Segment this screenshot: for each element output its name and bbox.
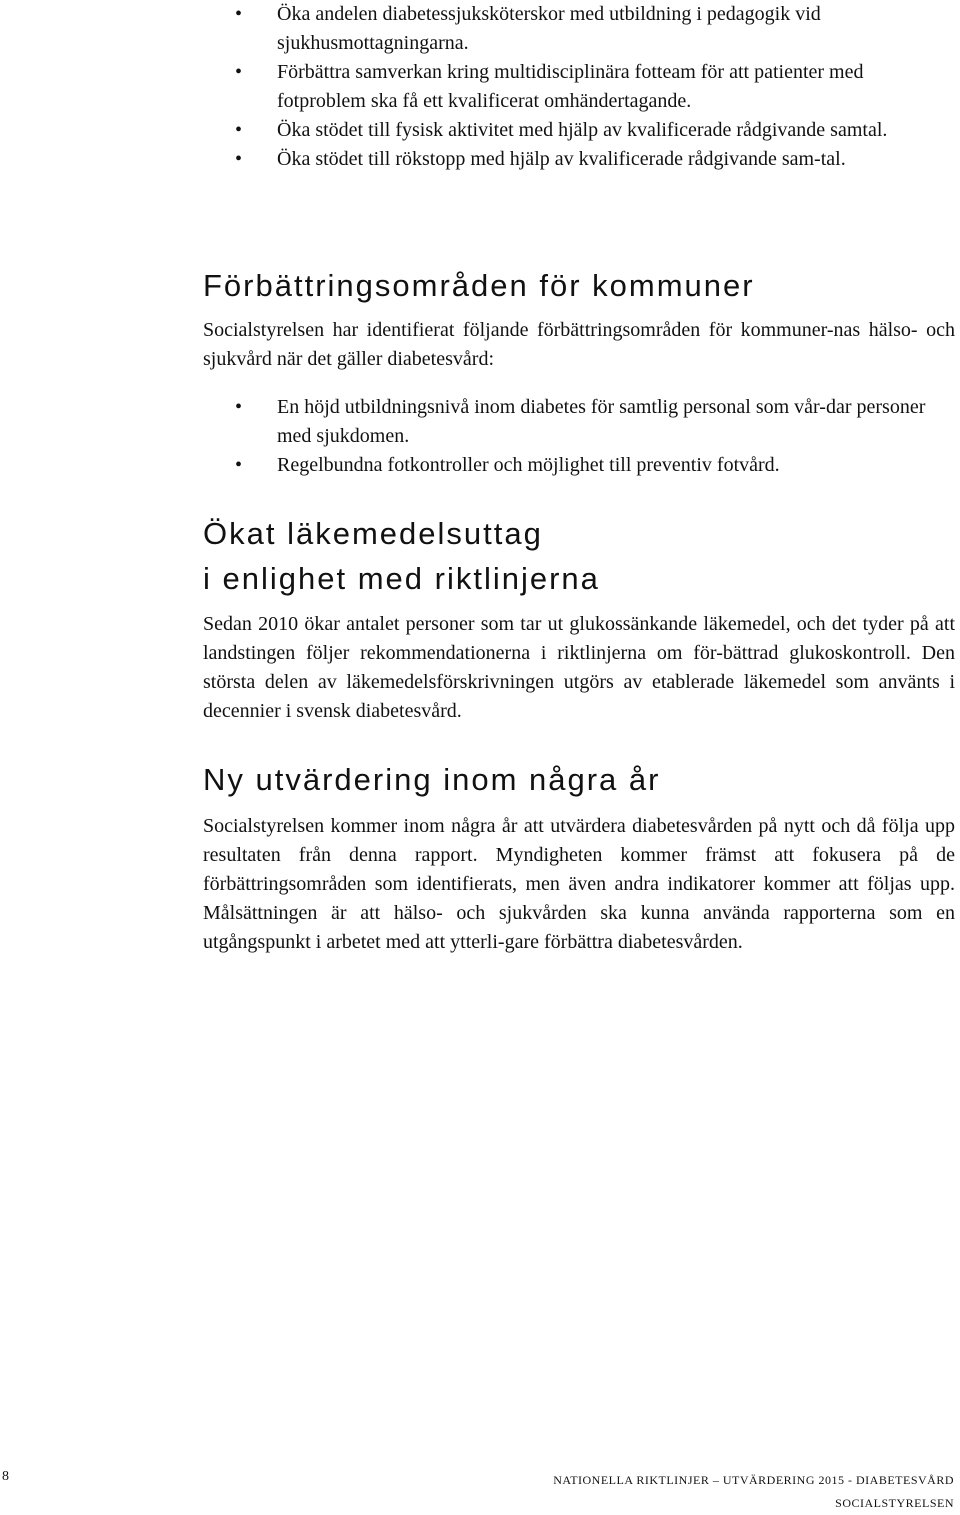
page-number: 8 [2,1469,9,1484]
list-item [203,58,955,116]
bullet-icon: • [235,119,243,141]
utvardering-paragraph: Socialstyrelsen kommer inom några år att utvärdera diabetesvården på nytt och då följa upp resultaten från denna rapport. Myndigheten kommer främst att fokusera på de förbättringsområden som identifierats, men även andra indikatorer kommer att följas upp. Målsättningen är att hälso- och sjukvården ska kunna använda rapporterna som en utgångspunkt i arbetet med att ytterli-gare förbättra diabetesvården. [203,815,955,953]
kommuner-intro-paragraph: Socialstyrelsen har identifierat följande förbättringsområden för kommuner-nas hälso- och sjukvård när det gäller diabetesvård: [203,319,955,370]
lakemedel-paragraph: Sedan 2010 ökar antalet personer som tar ut glukossänkande läkemedel, och det tyder på att landstingen följer rekommendationerna i riktlinjerna om för-bättrad glukoskontroll. Den största delen av läkemedelsförskrivningen utgörs av etablerade läkemedel som använts i decennier i svensk diabetesvård. [203,613,955,722]
bullet-icon: • [235,454,243,476]
list-item-text: Öka stödet till rökstopp med hjälp av kvalificerade rådgivande sam-tal. [277,148,846,170]
footer-publisher: SOCIALSTYRELSEN [835,1496,954,1510]
section-heading-utvardering: Ny utvärdering inom några år [203,762,661,797]
list-item-text: Öka andelen diabetessjuksköterskor med utbildning i pedagogik vid sjukhusmottagningarna. [277,3,821,54]
section-heading-kommuner: Förbättringsområden för kommuner [203,268,755,303]
list-item [203,145,955,174]
list-item [203,116,955,145]
bullet-icon: • [235,148,243,170]
list-item-text: Regelbundna fotkontroller och möjlighet till preventiv fotvård. [277,454,780,476]
bullet-icon: • [235,3,243,25]
section-heading-lakemedel-line2: i enlighet med riktlinjerna [203,561,600,596]
footer-running-title [553,1469,954,1515]
list-item [203,0,955,58]
list-item-text: Öka stödet till fysisk aktivitet med hjälp av kvalificerade rådgivande samtal. [277,119,888,141]
top-bullet-list [203,0,955,174]
list-item-text: Förbättra samverkan kring multidisciplinära fotteam för att patienter med fotproblem ska få ett kvalificerat omhändertagande. [277,61,864,112]
section-heading-lakemedel-line1: Ökat läkemedelsuttag [203,516,543,551]
footer-title: NATIONELLA RIKTLINJER – UTVÄRDERING 2015 - DIABETESVÅRD [553,1473,954,1487]
list-item [203,393,955,451]
list-item [203,451,955,480]
kommuner-bullet-list [203,393,955,480]
bullet-icon: • [235,61,243,83]
bullet-icon: • [235,396,243,418]
list-item-text: En höjd utbildningsnivå inom diabetes för samtlig personal som vår-dar personer med sjukdomen. [277,396,926,447]
